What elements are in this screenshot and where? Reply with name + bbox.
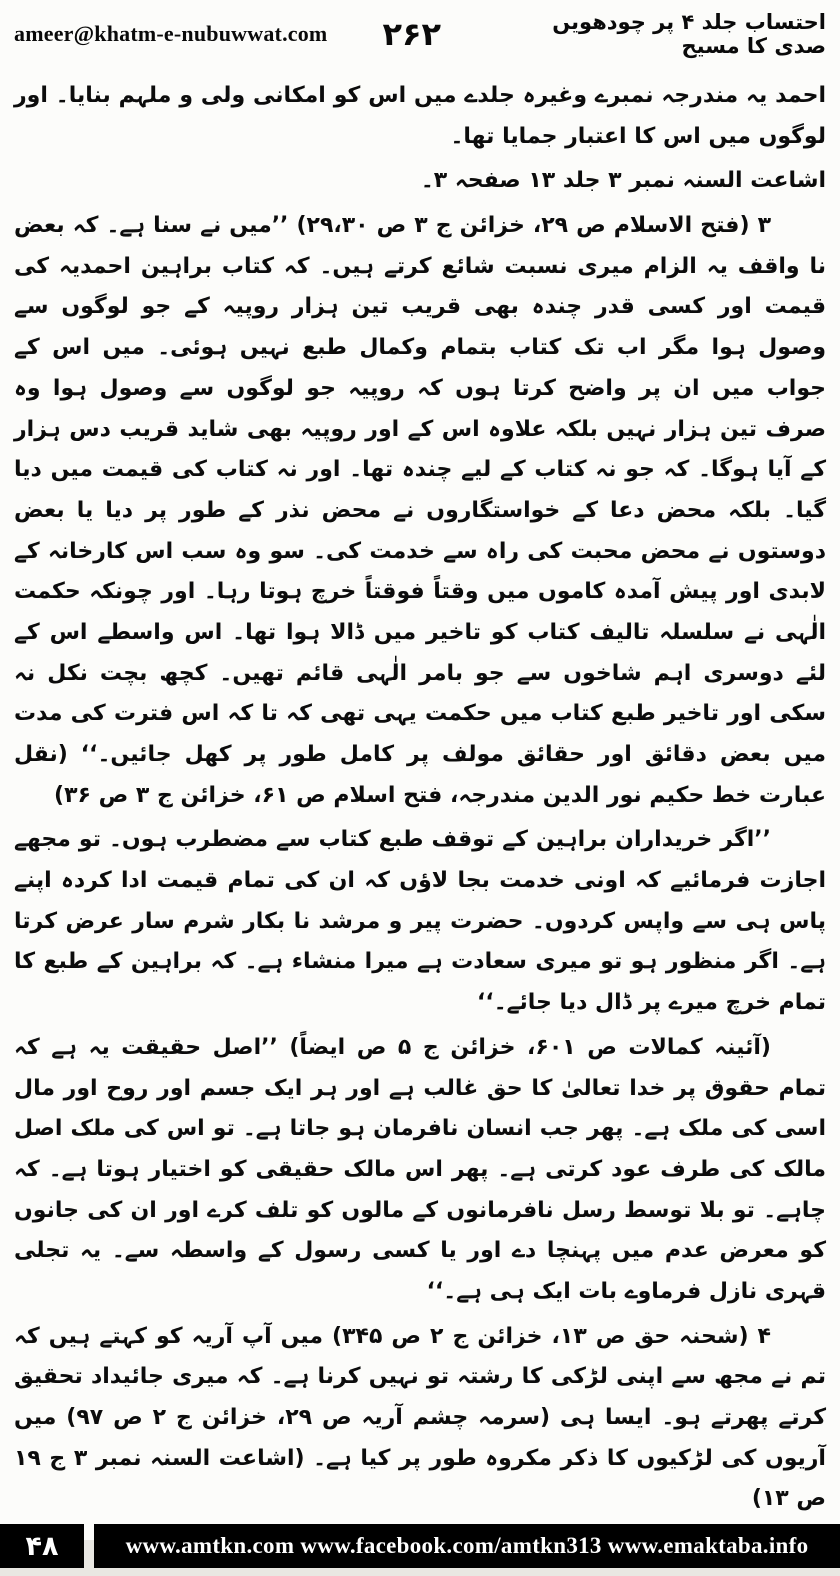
paragraph-quote-letter: ’’اگر خریداران براہین کے توقف طبع کتاب سے مضطرب ہوں۔ تو مجھے اجازت فرمائیے کہ اونی خدمت بجا لاؤں کہ ان کی تمام قیمت ادا کردہ اپنے پاس ہی سے واپس کردوں۔ حضرت پیر و مرشد نا بکار شرم سار عرض کرتا ہے۔ اگر منظور ہو تو میری سعادت ہے میرا منشاء ہے۔ کہ براہین کے طبع کا تمام خرچ میرے پر ڈال دیا جائے۔‘‘ [14, 827, 826, 1016]
footer-links: www.amtkn.com www.facebook.com/amtkn313 www.emaktaba.info [94, 1524, 840, 1568]
page-header [0, 0, 840, 60]
header-page-number: ۲۶۲ [382, 15, 442, 53]
paragraph-quote-4: ۴ (شحنہ حق ص ۱۳، خزائن ج ۲ ص ۳۴۵) میں آپ آریہ کو کہتے ہیں کہ تم نے مجھ سے اپنی لڑکی کا رشتہ تو نہیں کرنا ہے۔ کہ میری جائیداد تحقیق کرتے پھرتے ہو۔ ایسا ہی (سرمہ چشم آریہ ص ۲۹، خزائن ج ۲ ص ۹۷) میں آریوں کی لڑکیوں کا ذکر مکروہ طور پر کیا ہے۔ (اشاعت السنہ نمبر ۳ ج ۱۹ ص ۱۳) [14, 1323, 826, 1512]
paragraph-intro: احمد یہ مندرجہ نمبرے وغیرہ جلدے میں اس کو امکانی ولی و ملہم بنایا۔ اور لوگوں میں اس کا اعتبار جمایا تھا۔ [14, 83, 826, 149]
footer-page-number: ۴۸ [0, 1524, 84, 1568]
paragraph-quote-aina: (آئینہ کمالات ص ۶۰۱، خزائن ج ۵ ص ایضاً) ’’اصل حقیقت یہ ہے کہ تمام حقوق پر خدا تعالیٰ کا حق غالب ہے اور ہر ایک جسم اور روح اور مال اسی کی ملک ہے۔ پھر جب انسان نافرمان ہو جاتا ہے۔ تو اس کی ملک اصل مالک کی طرف عود کرتی ہے۔ پھر اس مالک حقیقی کو اختیار ہوتا ہے۔ کہ چاہے۔ تو بلا توسط رسل نافرمانوں کے مالوں کو تلف کرے اور ان کی جانوں کو معرض عدم میں پہنچا دے اور یا کسی رسول کے واسطہ سے۔ یہ تجلی قہری نازل فرماوے بات ایک ہی ہے۔‘‘ [14, 1034, 826, 1304]
paragraph-reference: اشاعت السنہ نمبر ۳ جلد ۱۳ صفحہ ۳۔ [420, 168, 826, 194]
header-email: ameer@khatm-e-nubuwwat.com [14, 21, 328, 46]
page-body [0, 72, 840, 1524]
header-title: احتساب جلد ۴ پر چودھویں صدی کا مسیح [552, 10, 826, 58]
page-footer [0, 1524, 840, 1576]
paragraph-quote-3: ۳ (فتح الاسلام ص ۲۹، خزائن ج ۳ ص ۲۹،۳۰) ’’میں نے سنا ہے۔ کہ بعض نا واقف یہ الزام میری نسبت شائع کرتے ہیں۔ کہ کتاب براہین احمدیہ کی قیمت اور کسی قدر چندہ بھی قریب تین ہزار روپیہ کے جو لوگوں سے وصول ہوا مگر اب تک کتاب بتمام وکمال طبع نہیں ہوئی۔ میں اس کے جواب میں ان پر واضح کرتا ہوں کہ روپیہ جو لوگوں سے وصول ہوا وہ صرف تین ہزار نہیں بلکہ علاوہ اس کے اور روپیہ بھی شاید قریب دس ہزار کے آیا ہوگا۔ کہ جو نہ کتاب کے لیے چندہ تھا۔ اور نہ کتاب کی قیمت میں دیا گیا۔ بلکہ محض دعا کے خواستگاروں نے محض نذر کے طور پر دیا یا بعض دوستوں نے محض محبت کی راہ سے خدمت کی۔ سو وہ سب اس کارخانہ کے لابدی اور پیش آمدہ کاموں میں وقتاً فوقتاً خرچ ہوتا رہا۔ اور چونکہ حکمت الٰہی نے سلسلہ تالیف کتاب کو تاخیر میں ڈالا ہوا تھا۔ اس واسطے اس کے لئے دوسری اہم شاخوں سے جو بامر الٰہی قائم تھیں۔ کچھ بچت نکل نہ سکی اور تاخیر طبع کتاب میں حکمت یہی تھی کہ تا کہ اس فترت کی مدت میں بعض دقائق اور حقائق مولف پر کامل طور پر کھل جائیں۔‘‘ (نقل عبارت خط حکیم نور الدین مندرجہ، فتح اسلام ص ۶۱، خزائن ج ۳ ص ۳۶) [14, 213, 826, 808]
